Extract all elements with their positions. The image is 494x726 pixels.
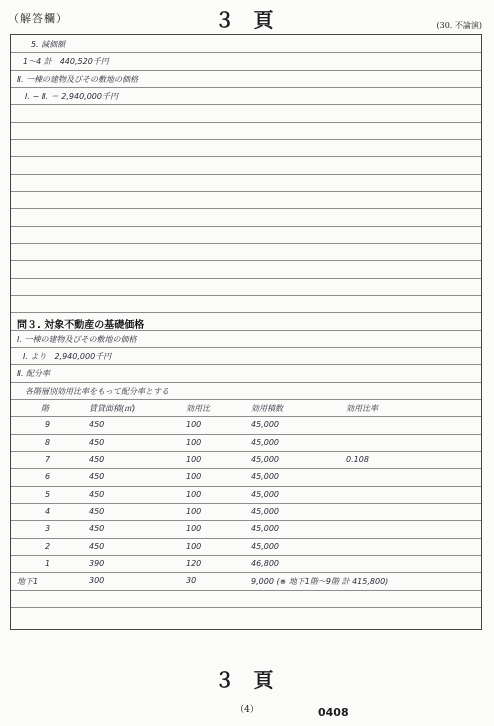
- table-cell-product: 45,000: [251, 437, 279, 447]
- table-cell-product: 45,000: [251, 489, 279, 499]
- ruled-line: [11, 572, 481, 573]
- ruled-line: [11, 52, 481, 53]
- table-cell-floor: 9: [45, 420, 51, 430]
- ruled-line: [11, 226, 481, 227]
- table-cell-area: 300: [89, 576, 105, 586]
- ruled-line: [11, 122, 481, 123]
- ruled-line: [11, 434, 481, 435]
- footer-code: 0408: [318, 706, 349, 719]
- ruled-line: [11, 104, 481, 105]
- ruled-line: [11, 87, 481, 88]
- table-cell-area: 450: [89, 541, 105, 551]
- table-cell-floor: 1: [45, 558, 51, 568]
- table-cell-floor: 3: [45, 524, 51, 534]
- handwritten-line: Ⅰ. より 2,940,000千円: [23, 351, 112, 361]
- ruled-line: [11, 399, 481, 400]
- ruled-line: [11, 416, 481, 417]
- table-cell-ratio: 120: [186, 558, 202, 568]
- table-cell-floor: 7: [45, 454, 51, 464]
- ruled-line: [11, 278, 481, 279]
- ruled-line: [11, 312, 481, 313]
- table-cell-floor: 4: [45, 506, 51, 516]
- table-header-cell: 賃貸面積(㎡): [89, 403, 136, 413]
- table-cell-product: 9,000 (※ 地下1階〜9階 計 415,800): [251, 577, 389, 587]
- table-cell-area: 390: [89, 558, 105, 568]
- table-cell-ratio: 100: [186, 437, 202, 447]
- ruled-line: [11, 538, 481, 539]
- table-cell-ratio: 100: [186, 541, 202, 551]
- handwritten-line: 各階層別効用比率をもって配分率とする: [25, 386, 169, 396]
- ruled-line: [11, 520, 481, 521]
- ruled-line: [11, 295, 481, 296]
- ruled-line: [11, 590, 481, 591]
- ruled-line: [11, 70, 481, 71]
- table-cell-product: 46,800: [251, 558, 279, 568]
- ruled-line: [11, 156, 481, 157]
- footer-page-number: （4）: [235, 705, 259, 715]
- exam-code-label: (30. 不論演): [436, 21, 482, 30]
- table-header-cell: 効用積数: [251, 403, 283, 413]
- table-cell-area: 450: [89, 489, 105, 499]
- ruled-line: [11, 382, 481, 383]
- handwritten-line: 1〜4 計 440,520千円: [23, 57, 109, 67]
- ruled-line: [11, 503, 481, 504]
- table-cell-floor: 2: [45, 541, 51, 551]
- ruled-line: [11, 486, 481, 487]
- ruled-line: [11, 468, 481, 469]
- table-cell-floor: 5: [45, 489, 51, 499]
- table-cell-product: 45,000: [251, 472, 279, 482]
- handwritten-line: Ⅰ. − Ⅱ. ＝ 2,940,000千円: [25, 91, 118, 101]
- table-cell-ratio: 100: [186, 489, 202, 499]
- table-cell-product: 45,000: [251, 454, 279, 464]
- handwritten-line: 5. 減価額: [31, 40, 66, 49]
- table-cell-floor: 8: [45, 437, 51, 447]
- section-heading: 問３. 対象不動産の基礎価格: [17, 320, 145, 332]
- handwritten-line: Ⅱ. 配分率: [17, 369, 51, 379]
- table-cell-ratio: 100: [186, 506, 202, 516]
- table-cell-product: 45,000: [251, 541, 279, 551]
- table-cell-product: 45,000: [251, 524, 279, 534]
- table-cell-ratio: 100: [186, 472, 202, 482]
- table-cell-area: 450: [89, 472, 105, 482]
- table-header-cell: 効用比: [186, 403, 210, 413]
- answer-sheet: [10, 34, 482, 630]
- table-cell-product: 45,000: [251, 506, 279, 516]
- ruled-line: [11, 260, 481, 261]
- table-cell-area: 450: [89, 420, 105, 430]
- footer-page-title: ３ 頁: [214, 668, 280, 692]
- ruled-line: [11, 451, 481, 452]
- answer-column-label: （解答欄）: [8, 12, 68, 25]
- ruled-line: [11, 243, 481, 244]
- ruled-line: [11, 607, 481, 608]
- table-cell-area: 450: [89, 454, 105, 464]
- page-title: ３ 頁: [214, 8, 280, 32]
- ruled-line: [11, 347, 481, 348]
- table-header-cell: 階: [41, 403, 49, 413]
- table-cell-floor: 地下1: [17, 577, 39, 587]
- handwritten-line: Ⅱ. 一棟の建物及びその敷地の価格: [17, 74, 139, 84]
- ruled-line: [11, 555, 481, 556]
- table-cell-area: 450: [89, 437, 105, 447]
- ruled-line: [11, 208, 481, 209]
- ruled-line: [11, 364, 481, 365]
- table-cell-area: 450: [89, 506, 105, 516]
- table-cell-product: 45,000: [251, 420, 279, 430]
- ruled-line: [11, 174, 481, 175]
- table-cell-share: 0.108: [346, 454, 369, 464]
- table-cell-ratio: 100: [186, 454, 202, 464]
- handwritten-line: Ⅰ. 一棟の建物及びその敷地の価格: [17, 334, 137, 344]
- ruled-line: [11, 191, 481, 192]
- table-cell-floor: 6: [45, 472, 51, 482]
- table-header-cell: 効用比率: [346, 403, 378, 413]
- table-cell-ratio: 100: [186, 420, 202, 430]
- table-cell-area: 450: [89, 524, 105, 534]
- table-cell-ratio: 100: [186, 524, 202, 534]
- ruled-line: [11, 139, 481, 140]
- table-cell-ratio: 30: [186, 576, 197, 586]
